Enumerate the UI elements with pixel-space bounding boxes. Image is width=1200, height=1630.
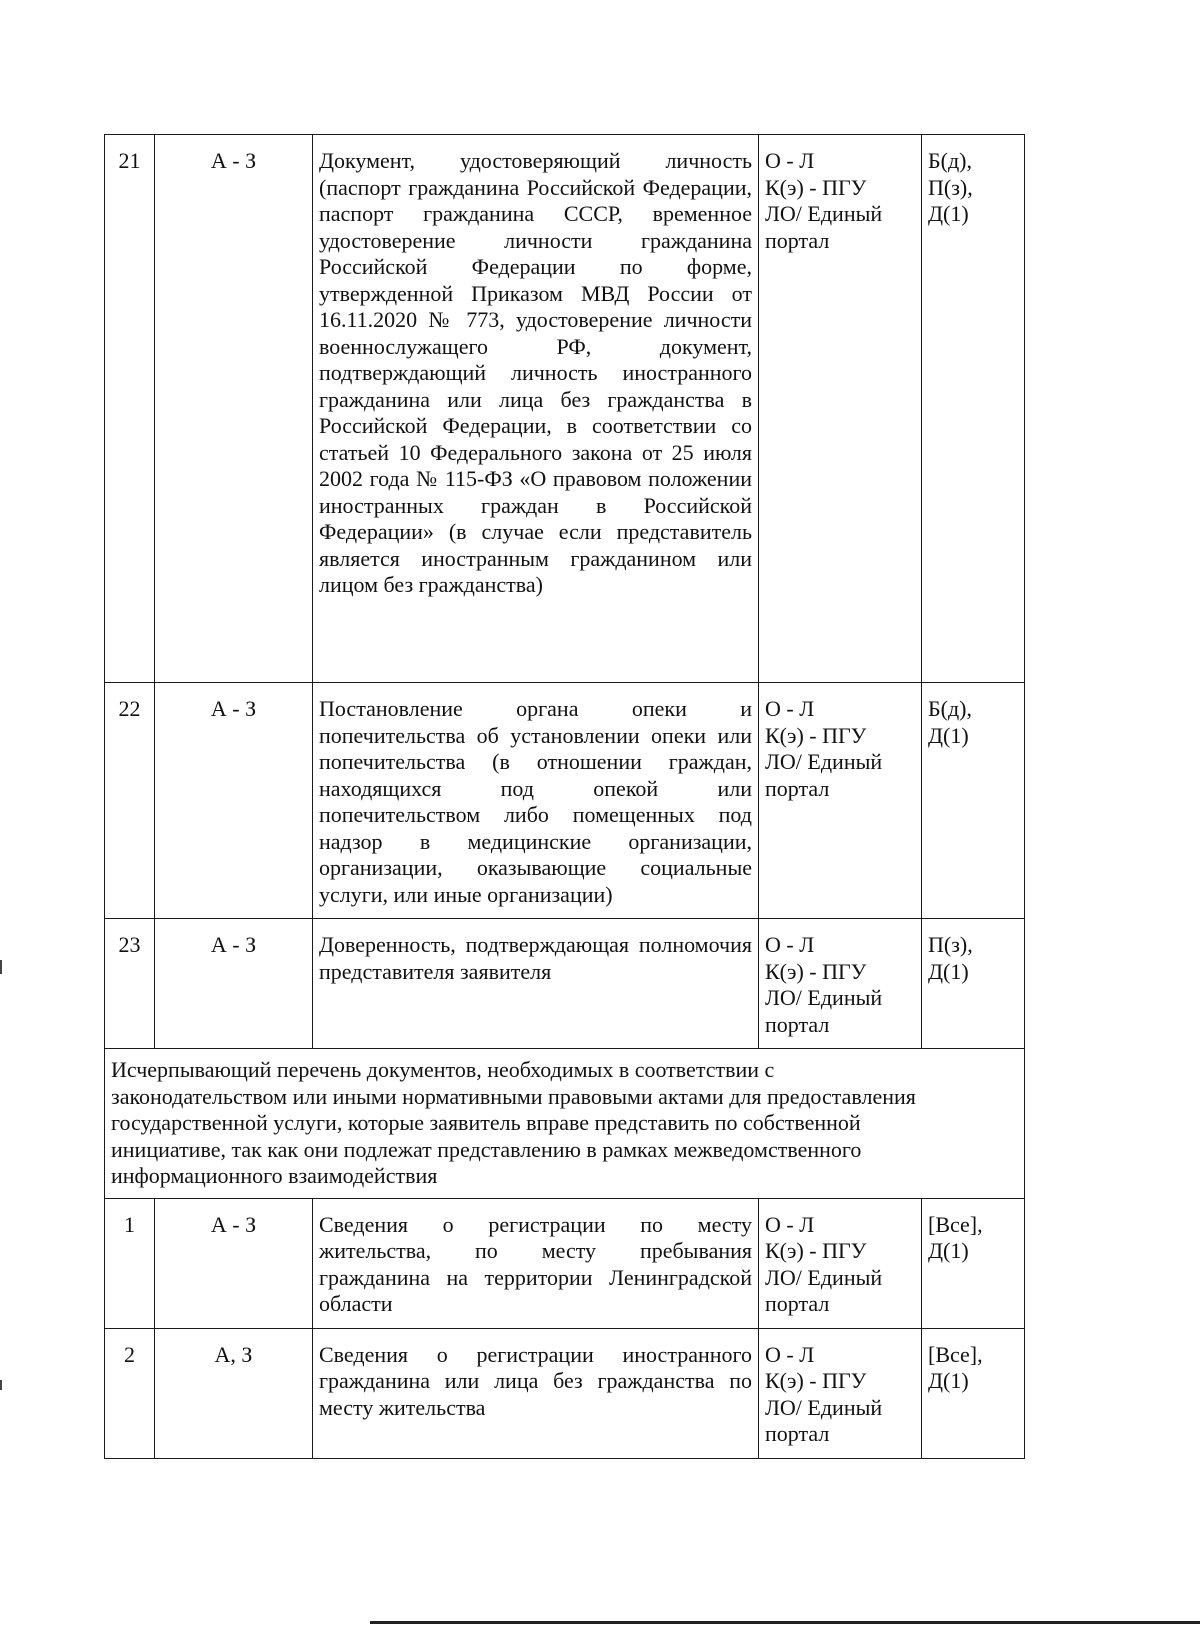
method-line: ЛО/ Единый [765,1264,883,1290]
section-heading-line: инициативе, так как они подлежат представлению в рамках межведомственного [111,1136,862,1162]
row-number: 1 [105,1198,155,1328]
applicant-category: А - З [155,135,313,683]
document-description: Постановление органа опеки и попечительства об установлении опеки или попечительства (в отношении граждан, находящихся под опекой или попечительством либо помещенных под надзор в медицинские организации, организации, оказывающие социальные услуги, или иные организации) [313,683,759,919]
stage-line: Д(1) [928,1368,969,1393]
section-heading-line: Исчерпывающий перечень документов, необходимых в соответствии с [111,1057,775,1082]
document-stage [922,683,1025,919]
method-line: портал [765,1011,830,1037]
submission-methods [759,135,922,683]
row-number: 23 [105,919,155,1049]
stage-line: Д(1) [928,722,969,748]
stage-line: Д(1) [928,1238,969,1263]
document-description: Доверенность, подтверждающая полномочия представителя заявителя [313,919,759,1049]
section-heading-line: законодательством или иными нормативными правовыми актами для предоставления [111,1083,916,1109]
table-row [105,1198,1025,1328]
scan-edge-mark [0,1380,2,1390]
section-heading [105,1049,1025,1199]
method-line: портал [765,1291,830,1316]
stage-line: Б(д), [928,696,972,721]
stage-line: [Все], [928,1341,983,1367]
method-line: ЛО/ Единый [765,201,883,226]
document-stage [922,1328,1025,1458]
section-heading-line: государственной услуги, которые заявитель вправе представить по собственной [111,1110,861,1135]
applicant-category: А - З [155,919,313,1049]
submission-methods [759,919,922,1049]
section-heading-row [105,1049,1025,1199]
submission-methods [759,1328,922,1458]
submission-methods [759,1198,922,1328]
row-number: 22 [105,683,155,919]
document-stage [922,919,1025,1049]
document-description: Сведения о регистрации по месту жительства, по месту пребывания гражданина на территории Ленинградской области [313,1198,759,1328]
method-line: портал [765,1421,830,1446]
table-row [105,919,1025,1049]
method-line: О - Л [765,932,815,957]
method-line: К(э) - ПГУ [765,174,867,200]
scan-bottom-rule [370,1621,1200,1624]
method-line: ЛО/ Единый [765,749,883,774]
row-number: 21 [105,135,155,683]
method-line: К(э) - ПГУ [765,722,867,748]
method-line: портал [765,775,830,801]
method-line: О - Л [765,1211,815,1237]
applicant-category: А - З [155,1198,313,1328]
scan-edge-mark [0,960,2,974]
method-line: К(э) - ПГУ [765,1368,867,1393]
table-row [105,1328,1025,1458]
stage-line: Б(д), [928,148,972,173]
section-heading-line: информационного взаимодействия [111,1163,438,1188]
method-line: портал [765,227,830,253]
stage-line: Д(1) [928,201,969,226]
stage-line: Д(1) [928,958,969,984]
method-line: О - Л [765,148,815,173]
stage-line: П(з), [928,932,973,957]
document-description: Сведения о регистрации иностранного гражданина или лица без гражданства по месту жительства [313,1328,759,1458]
method-line: ЛО/ Единый [765,1394,883,1420]
document-stage [922,135,1025,683]
method-line: К(э) - ПГУ [765,1238,867,1263]
applicant-category: А, З [155,1328,313,1458]
method-line: ЛО/ Единый [765,985,883,1010]
stage-line: [Все], [928,1211,983,1237]
submission-methods [759,683,922,919]
document-stage [922,1198,1025,1328]
table-row [105,683,1025,919]
stage-line: П(з), [928,174,973,200]
documents-table [104,134,1025,1459]
table-row [105,135,1025,683]
method-line: О - Л [765,696,815,721]
applicant-category: А - З [155,683,313,919]
method-line: О - Л [765,1341,815,1367]
method-line: К(э) - ПГУ [765,958,867,984]
row-number: 2 [105,1328,155,1458]
document-description: Документ, удостоверяющий личность (паспорт гражданина Российской Федерации, паспорт гражданина СССР, временное удостоверение личности гражданина Российской Федерации по форме, утвержденной Приказом МВД России от 16.11.2020 № 773, удостоверение личности военнослужащего РФ, документ, подтверждающий личность иностранного гражданина или лица без гражданства в Российской Федерации, в соответствии со статьей 10 Федерального закона от 25 июля 2002 года № 115-ФЗ «О правовом положении иностранных граждан в Российской Федерации» (в случае если представитель является иностранным гражданином или лицом без гражданства) [313,135,759,683]
